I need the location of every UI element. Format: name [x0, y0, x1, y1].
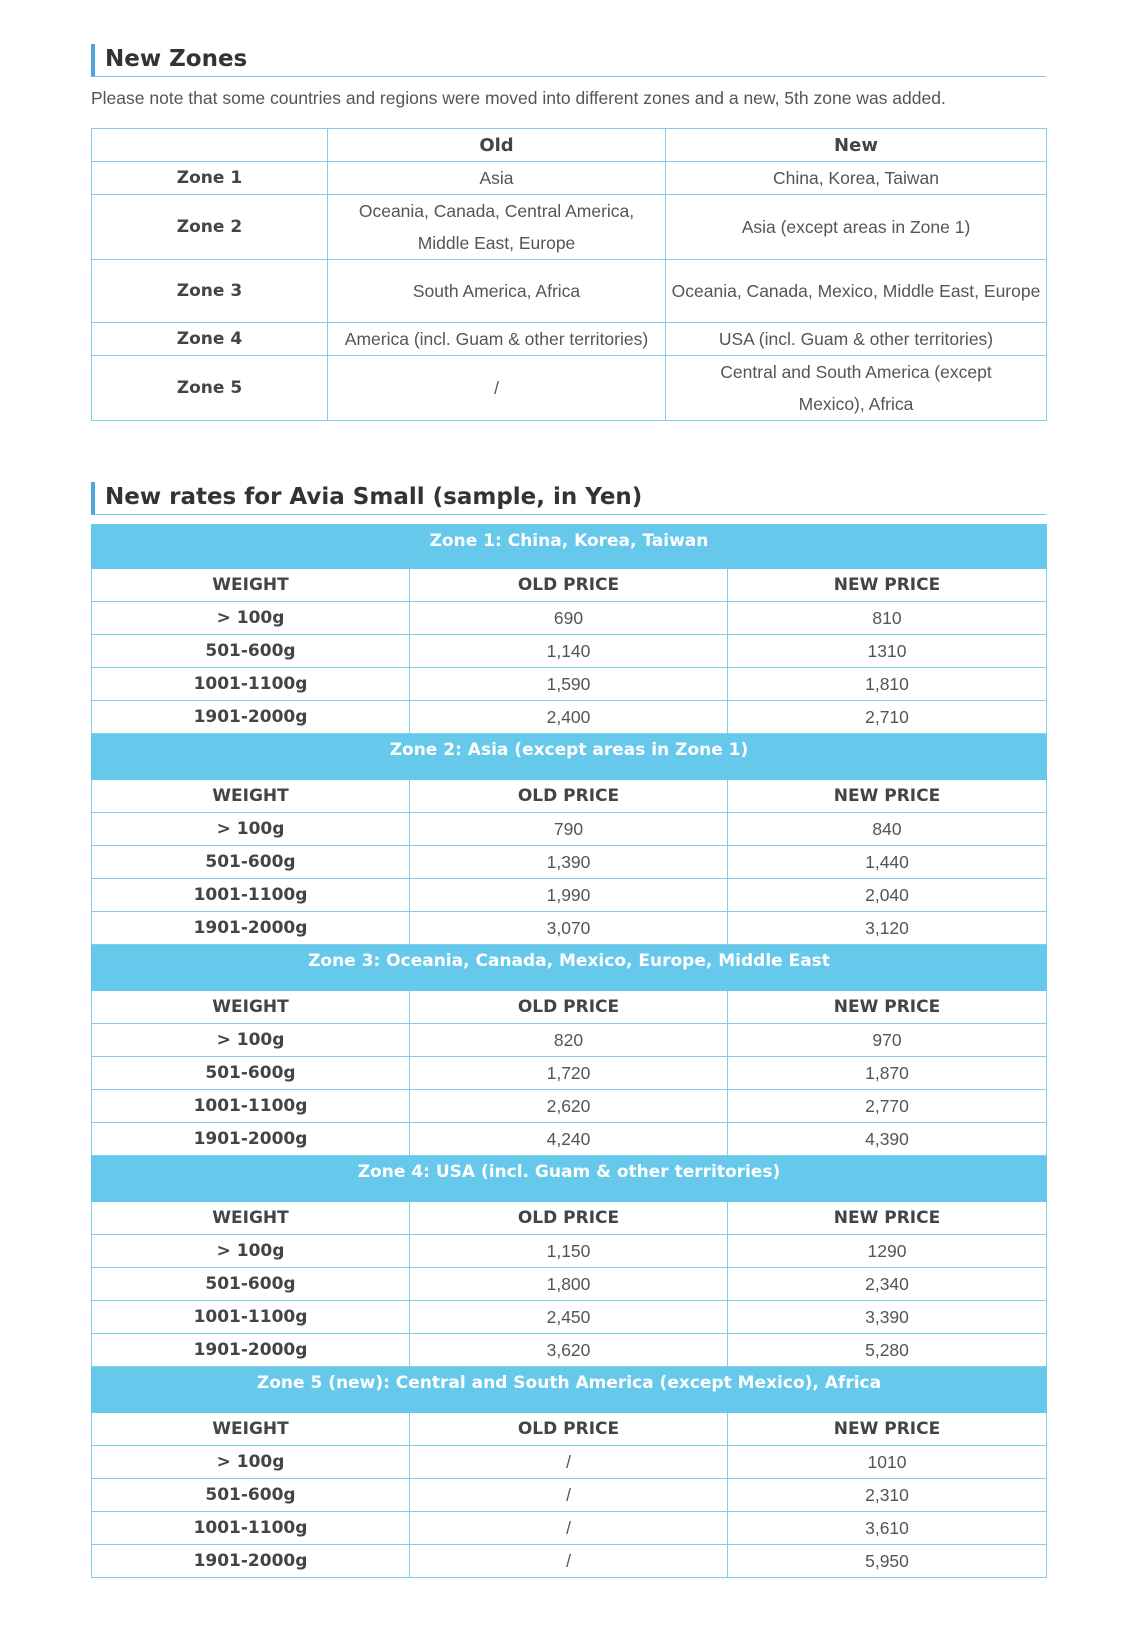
- col-new-price: NEW PRICE: [728, 569, 1047, 602]
- zone-new: China, Korea, Taiwan: [666, 162, 1047, 195]
- old-price-cell: 2,620: [410, 1090, 728, 1123]
- weight-cell: 1001-1100g: [92, 668, 410, 701]
- col-old-price: OLD PRICE: [410, 1413, 728, 1446]
- zone-old: America (incl. Guam & other territories): [328, 323, 666, 356]
- weight-cell: 501-600g: [92, 635, 410, 668]
- weight-cell: > 100g: [92, 602, 410, 635]
- rates-heading: New rates for Avia Small (sample, in Yen): [91, 482, 1046, 515]
- zone-band-row: [92, 1156, 1047, 1202]
- table-row: [92, 1334, 1047, 1367]
- zone-label: Zone 3: [92, 260, 328, 323]
- new-price-cell: 3,610: [728, 1512, 1047, 1545]
- zone-old: Oceania, Canada, Central America, Middle East, Europe: [328, 195, 666, 260]
- rates-header-row: [92, 1202, 1047, 1235]
- old-price-cell: /: [410, 1545, 728, 1578]
- new-price-cell: 5,280: [728, 1334, 1047, 1367]
- table-row: [92, 1090, 1047, 1123]
- new-price-cell: 1010: [728, 1446, 1047, 1479]
- new-price-cell: 1,870: [728, 1057, 1047, 1090]
- zone-new: Oceania, Canada, Mexico, Middle East, Europe: [666, 260, 1047, 323]
- zone-label: Zone 4: [92, 323, 328, 356]
- new-price-cell: 1290: [728, 1235, 1047, 1268]
- old-price-cell: 2,400: [410, 701, 728, 734]
- zone-row: [92, 162, 1047, 195]
- zones-table: [91, 128, 1047, 421]
- old-price-cell: /: [410, 1512, 728, 1545]
- table-row: [92, 912, 1047, 945]
- zone-row: [92, 323, 1047, 356]
- weight-cell: 1001-1100g: [92, 1090, 410, 1123]
- weight-cell: > 100g: [92, 1024, 410, 1057]
- new-price-cell: 1,440: [728, 846, 1047, 879]
- col-old-price: OLD PRICE: [410, 569, 728, 602]
- zones-col-old: Old: [328, 129, 666, 162]
- table-row: [92, 668, 1047, 701]
- rates-header-row: [92, 569, 1047, 602]
- zones-header-row: [92, 129, 1047, 162]
- zone-band-row: [92, 525, 1047, 569]
- table-row: [92, 1057, 1047, 1090]
- weight-cell: 1001-1100g: [92, 879, 410, 912]
- table-row: [92, 1024, 1047, 1057]
- weight-cell: 1901-2000g: [92, 701, 410, 734]
- table-row: [92, 813, 1047, 846]
- col-weight: WEIGHT: [92, 1413, 410, 1446]
- col-weight: WEIGHT: [92, 991, 410, 1024]
- col-old-price: OLD PRICE: [410, 991, 728, 1024]
- old-price-cell: 4,240: [410, 1123, 728, 1156]
- new-price-cell: 970: [728, 1024, 1047, 1057]
- zones-col-new: New: [666, 129, 1047, 162]
- table-row: [92, 1235, 1047, 1268]
- old-price-cell: 1,390: [410, 846, 728, 879]
- zone-band-title: Zone 2: Asia (except areas in Zone 1): [92, 734, 1047, 780]
- new-price-cell: 3,390: [728, 1301, 1047, 1334]
- zone-row: [92, 195, 1047, 260]
- zones-note: Please note that some countries and regions were moved into different zones and a new, 5th zone was added.: [91, 88, 946, 108]
- zone-band-row: [92, 734, 1047, 780]
- old-price-cell: 1,590: [410, 668, 728, 701]
- old-price-cell: 3,620: [410, 1334, 728, 1367]
- weight-cell: 501-600g: [92, 846, 410, 879]
- old-price-cell: /: [410, 1446, 728, 1479]
- weight-cell: 1001-1100g: [92, 1512, 410, 1545]
- zone-row: [92, 356, 1047, 421]
- rates-table: [91, 524, 1047, 1578]
- weight-cell: > 100g: [92, 1235, 410, 1268]
- zone-new: Central and South America (except Mexico), Africa: [666, 356, 1047, 421]
- rates-header-row: [92, 780, 1047, 813]
- new-price-cell: 2,770: [728, 1090, 1047, 1123]
- col-old-price: OLD PRICE: [410, 1202, 728, 1235]
- old-price-cell: 1,990: [410, 879, 728, 912]
- table-row: [92, 846, 1047, 879]
- weight-cell: 1901-2000g: [92, 1545, 410, 1578]
- col-new-price: NEW PRICE: [728, 1202, 1047, 1235]
- zone-row: [92, 260, 1047, 323]
- new-price-cell: 810: [728, 602, 1047, 635]
- weight-cell: 1901-2000g: [92, 912, 410, 945]
- new-price-cell: 3,120: [728, 912, 1047, 945]
- new-price-cell: 1310: [728, 635, 1047, 668]
- old-price-cell: 2,450: [410, 1301, 728, 1334]
- col-new-price: NEW PRICE: [728, 1413, 1047, 1446]
- weight-cell: 1901-2000g: [92, 1123, 410, 1156]
- zone-label: Zone 5: [92, 356, 328, 421]
- col-new-price: NEW PRICE: [728, 991, 1047, 1024]
- col-weight: WEIGHT: [92, 1202, 410, 1235]
- zone-old: /: [328, 356, 666, 421]
- old-price-cell: 3,070: [410, 912, 728, 945]
- col-old-price: OLD PRICE: [410, 780, 728, 813]
- zone-new: USA (incl. Guam & other territories): [666, 323, 1047, 356]
- rates-header-row: [92, 991, 1047, 1024]
- zone-band-title: Zone 3: Oceania, Canada, Mexico, Europe, Middle East: [92, 945, 1047, 991]
- zone-label: Zone 2: [92, 195, 328, 260]
- table-row: [92, 635, 1047, 668]
- zone-band-row: [92, 1367, 1047, 1413]
- table-row: [92, 1268, 1047, 1301]
- table-row: [92, 1512, 1047, 1545]
- old-price-cell: 1,800: [410, 1268, 728, 1301]
- zone-label: Zone 1: [92, 162, 328, 195]
- weight-cell: 501-600g: [92, 1057, 410, 1090]
- table-row: [92, 1301, 1047, 1334]
- zone-band-title: Zone 5 (new): Central and South America (except Mexico), Africa: [92, 1367, 1047, 1413]
- table-row: [92, 1479, 1047, 1512]
- old-price-cell: /: [410, 1479, 728, 1512]
- new-price-cell: 1,810: [728, 668, 1047, 701]
- weight-cell: 1901-2000g: [92, 1334, 410, 1367]
- table-row: [92, 1123, 1047, 1156]
- table-row: [92, 1446, 1047, 1479]
- old-price-cell: 1,140: [410, 635, 728, 668]
- weight-cell: 501-600g: [92, 1268, 410, 1301]
- old-price-cell: 1,720: [410, 1057, 728, 1090]
- zone-band-title: Zone 1: China, Korea, Taiwan: [92, 525, 1047, 569]
- table-row: [92, 879, 1047, 912]
- zone-old: South America, Africa: [328, 260, 666, 323]
- new-price-cell: 2,710: [728, 701, 1047, 734]
- new-price-cell: 840: [728, 813, 1047, 846]
- zone-band-row: [92, 945, 1047, 991]
- table-row: [92, 1545, 1047, 1578]
- rates-header-row: [92, 1413, 1047, 1446]
- weight-cell: > 100g: [92, 1446, 410, 1479]
- new-price-cell: 5,950: [728, 1545, 1047, 1578]
- zone-old: Asia: [328, 162, 666, 195]
- zone-band-title: Zone 4: USA (incl. Guam & other territories): [92, 1156, 1047, 1202]
- zones-heading: New Zones: [91, 44, 1046, 77]
- old-price-cell: 1,150: [410, 1235, 728, 1268]
- new-price-cell: 4,390: [728, 1123, 1047, 1156]
- weight-cell: 501-600g: [92, 1479, 410, 1512]
- table-row: [92, 701, 1047, 734]
- old-price-cell: 690: [410, 602, 728, 635]
- weight-cell: > 100g: [92, 813, 410, 846]
- col-weight: WEIGHT: [92, 780, 410, 813]
- new-price-cell: 2,340: [728, 1268, 1047, 1301]
- new-price-cell: 2,310: [728, 1479, 1047, 1512]
- col-weight: WEIGHT: [92, 569, 410, 602]
- weight-cell: 1001-1100g: [92, 1301, 410, 1334]
- zones-col-blank: [92, 129, 328, 162]
- zone-new: Asia (except areas in Zone 1): [666, 195, 1047, 260]
- old-price-cell: 790: [410, 813, 728, 846]
- col-new-price: NEW PRICE: [728, 780, 1047, 813]
- table-row: [92, 602, 1047, 635]
- new-price-cell: 2,040: [728, 879, 1047, 912]
- old-price-cell: 820: [410, 1024, 728, 1057]
